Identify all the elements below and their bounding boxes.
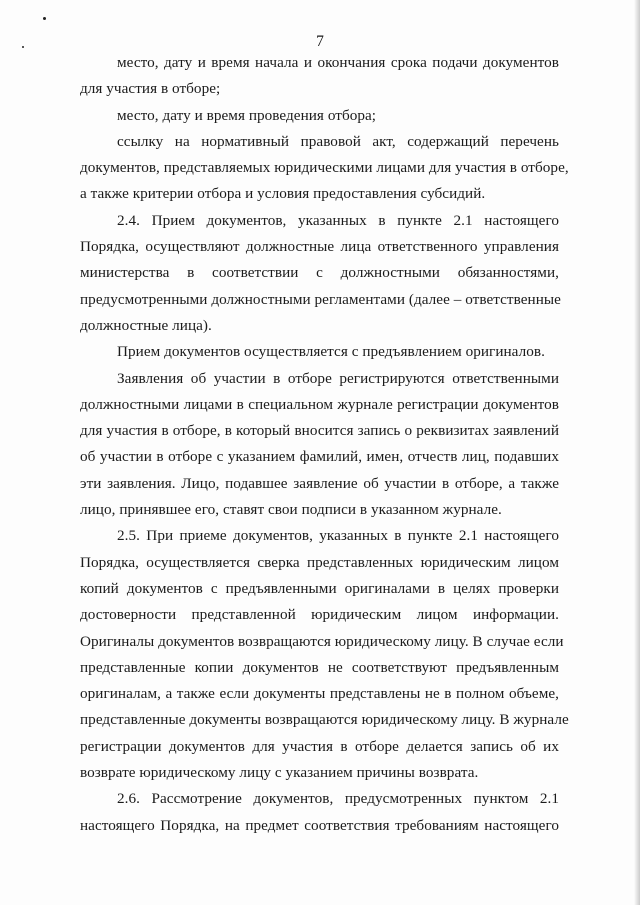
text-line: для участия в отборе; bbox=[80, 80, 221, 98]
text-line: предусмотренными должностными регламентами (далее – ответственные bbox=[80, 290, 561, 308]
text-line: министерства в соответствии с должностными обязанностями, bbox=[80, 264, 559, 282]
scan-speck bbox=[43, 17, 46, 20]
text-line: должностными лицами в специальном журнале регистрации документов bbox=[80, 395, 559, 413]
text-line: настоящего Порядка, на предмет соответствия требованиям настоящего bbox=[80, 816, 559, 834]
text-line: ссылку на нормативный правовой акт, содержащий перечень bbox=[117, 132, 559, 150]
text-line: представленные документы возвращаются юридическому лицу. В журнале bbox=[80, 711, 569, 729]
paragraph bbox=[80, 103, 559, 129]
text-line: Прием документов осуществляется с предъявлением оригиналов. bbox=[117, 343, 545, 361]
text-line: должностные лица). bbox=[80, 316, 212, 334]
text-line: регистрации документов для участия в отборе делается запись об их bbox=[80, 737, 559, 755]
text-line: документов, представляемых юридическими лицами для участия в отборе, bbox=[80, 159, 569, 177]
text-line: Оригиналы документов возвращаются юридическому лицу. В случае если bbox=[80, 632, 564, 650]
text-line: 2.6. Рассмотрение документов, предусмотренных пунктом 2.1 bbox=[117, 790, 559, 808]
paragraph bbox=[80, 208, 559, 339]
text-line: Заявления об участии в отборе регистрируются ответственными bbox=[117, 369, 559, 387]
text-line: эти заявления. Лицо, подавшее заявление об участии в отборе, а также bbox=[80, 474, 559, 492]
page-edge-shadow bbox=[634, 0, 640, 905]
text-line: представленные копии документов не соответствуют предъявленным bbox=[80, 658, 559, 676]
page-number: 7 bbox=[316, 33, 324, 50]
text-line: для участия в отборе, в который вносится запись о реквизитах заявлений bbox=[80, 422, 559, 440]
paragraph bbox=[80, 129, 569, 208]
text-line: Порядка, осуществляют должностные лица ответственного управления bbox=[80, 238, 559, 256]
text-line: копий документов с предъявленными оригиналами в целях проверки bbox=[80, 579, 559, 597]
paragraph bbox=[80, 523, 569, 786]
text-line: об участии в отборе с указанием фамилий, имен, отчеств лиц, подавших bbox=[80, 448, 559, 466]
text-line: оригиналам, а также если документы представлены не в полном объеме, bbox=[80, 685, 559, 703]
text-line: достоверности представленной юридическим лицом информации. bbox=[80, 606, 559, 624]
paragraph bbox=[80, 50, 559, 103]
text-line: место, дату и время проведения отбора; bbox=[117, 106, 377, 124]
paragraph bbox=[80, 786, 559, 839]
text-line: а также критерии отбора и условия предоставления субсидий. bbox=[80, 185, 486, 203]
text-line: Порядка, осуществляется сверка представленных юридическим лицом bbox=[80, 553, 559, 571]
text-line: место, дату и время начала и окончания срока подачи документов bbox=[117, 54, 559, 71]
paragraph bbox=[80, 339, 559, 365]
text-line: возврате юридическому лицу с указанием причины возврата. bbox=[80, 764, 479, 782]
text-line: 2.4. Прием документов, указанных в пункте 2.1 настоящего bbox=[117, 211, 559, 229]
paragraph bbox=[80, 366, 559, 524]
text-line: 2.5. При приеме документов, указанных в пункте 2.1 настоящего bbox=[117, 527, 559, 545]
text-line: лицо, принявшее его, ставят свои подписи в указанном журнале. bbox=[80, 501, 502, 519]
document-body bbox=[80, 50, 569, 839]
